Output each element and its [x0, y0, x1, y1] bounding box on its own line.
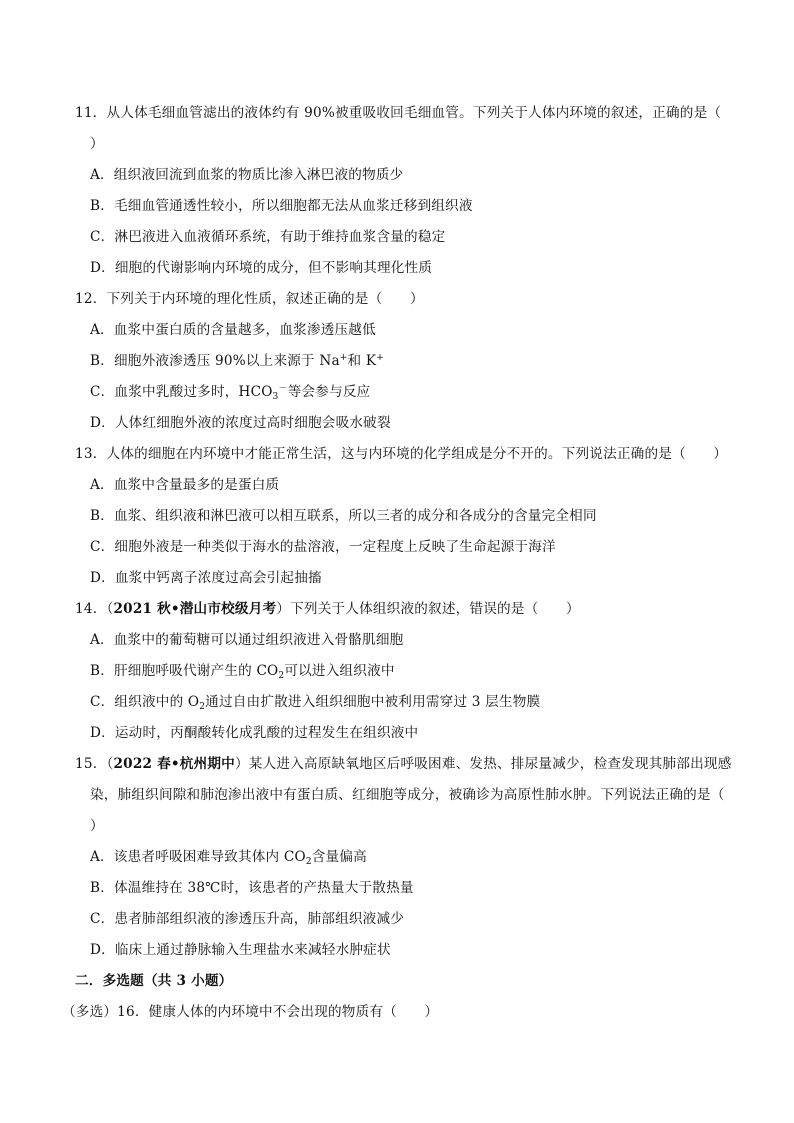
- question-14-option-c: C．组织液中的 $O_2$通过自由扩散进入组织细胞中被利用需穿过 3 层生物膜: [90, 694, 541, 712]
- question-15-option-c: C．患者肺部组织液的渗透压升高，肺部组织液减少: [90, 911, 405, 927]
- question-14-option-a: A．血浆中的葡萄糖可以通过组织液进入骨骼肌细胞: [90, 632, 404, 648]
- question-15-option-a: A．该患者呼吸困难导致其体内 $CO_2$含量偏高: [90, 849, 367, 867]
- section-heading: 二．多选题（共 3 小题）: [75, 973, 233, 989]
- question-14-option-b: B．肝细胞呼吸代谢产生的 $CO_2$可以进入组织液中: [90, 663, 395, 681]
- question-13-option-c: C．细胞外液是一种类似于海水的盐溶液，一定程度上反映了生命起源于海洋: [90, 539, 556, 555]
- question-15-option-b: B．体温维持在 38℃时，该患者的产热量大于散热量: [90, 880, 414, 896]
- question-11-option-d: D．细胞的代谢影响内环境的成分，但不影响其理化性质: [90, 260, 433, 276]
- question-12-option-b: B．细胞外液渗透压 90%以上来源于 Na+和 K+: [90, 353, 384, 369]
- question-11-option-c: C．淋巴液进入血液循环系统，有助于维持血浆含量的稳定: [90, 229, 446, 245]
- question-13-stem: 13．人体的细胞在内环境中才能正常生活，这与内环境的化学组成是分不开的。下列说法正确的是（ ）: [75, 446, 728, 462]
- question-13-option-b: B．血浆、组织液和淋巴液可以相互联系，所以三者的成分和各成分的含量完全相同: [90, 508, 597, 524]
- question-12-option-c: C．血浆中乳酸过多时，$HCO_3^-$等会参与反应: [90, 384, 371, 402]
- question-13-option-d: D．血浆中钙离子浓度过高会引起抽搐: [90, 570, 322, 586]
- question-13-option-a: A．血浆中含量最多的是蛋白质: [90, 477, 280, 493]
- question-12-stem: 12．下列关于内环境的理化性质，叙述正确的是（ ）: [75, 291, 424, 307]
- question-15-stem-cont-2: ）: [90, 818, 104, 834]
- question-16-stem: （多选）16．健康人体的内环境中不会出现的物质有（ ）: [62, 1004, 439, 1020]
- question-12-option-a: A．血浆中蛋白质的含量越多，血浆渗透压越低: [90, 322, 376, 338]
- question-14-source: 2021 秋•潜山市校级月考: [113, 601, 277, 617]
- question-14-option-d: D．运动时，丙酮酸转化成乳酸的过程发生在组织液中: [90, 725, 419, 741]
- question-15-stem: 15．（2022 春•杭州期中）某人进入高原缺氧地区后呼吸困难、发热、排尿量减少，检查发现其肺部出现感: [75, 756, 732, 772]
- question-14-stem: 14．（2021 秋•潜山市校级月考）下列关于人体组织液的叙述，错误的是（ ）: [75, 601, 580, 617]
- question-12-option-d: D．人体红细胞外液的浓度过高时细胞会吸水破裂: [90, 415, 391, 431]
- question-11-option-b: B．毛细血管通透性较小，所以细胞都无法从血浆迁移到组织液: [90, 198, 473, 214]
- question-15-stem-cont-1: 染，肺组织间隙和肺泡渗出液中有蛋白质、红细胞等成分，被确诊为高原性肺水肿。下列说法正确的是（: [90, 787, 725, 803]
- question-11-stem: 11．从人体毛细血管滤出的液体约有 90%被重吸收回毛细血管。下列关于人体内环境的叙述，正确的是（: [75, 105, 722, 121]
- question-11-option-a: A．组织液回流到血浆的物质比渗入淋巴液的物质少: [90, 167, 404, 183]
- question-15-source: 2022 春•杭州期中: [113, 756, 235, 772]
- question-15-option-d: D．临床上通过静脉输入生理盐水来减轻水肿症状: [90, 942, 391, 958]
- question-11-stem-cont: ）: [90, 136, 104, 152]
